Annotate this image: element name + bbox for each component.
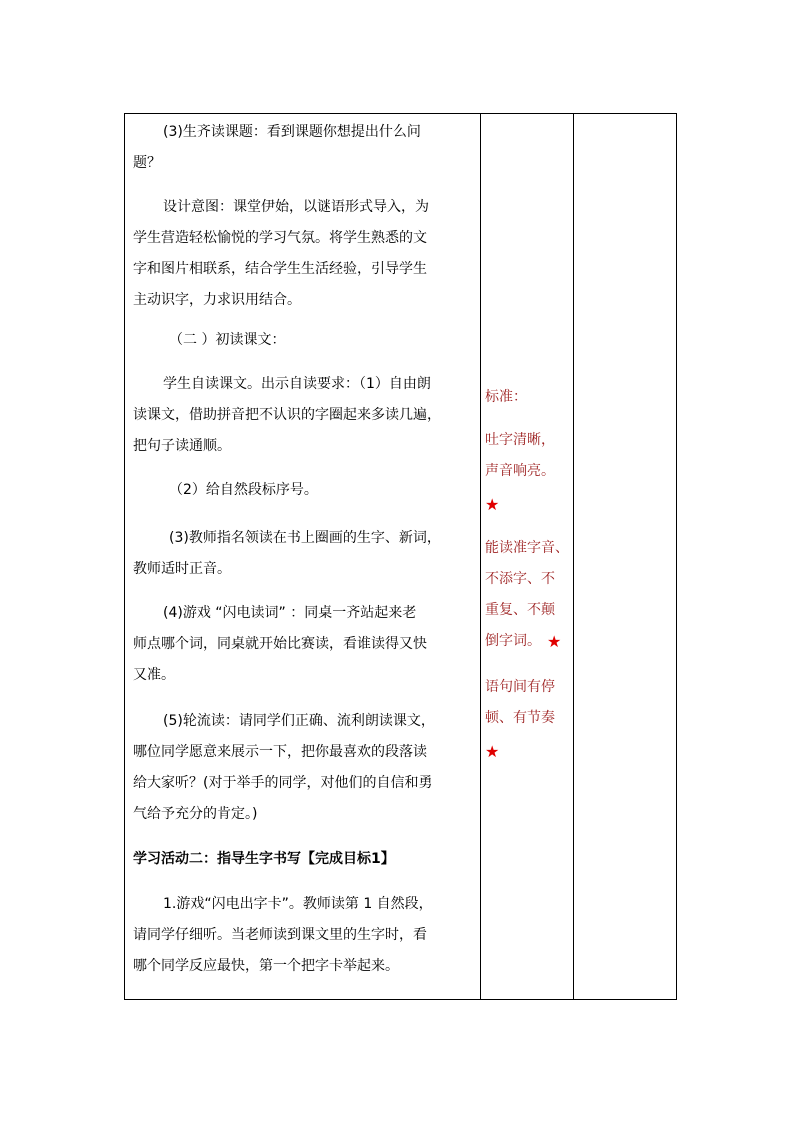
criteria-label: 标准：	[485, 389, 527, 405]
criteria-line: 重复、不颠	[485, 602, 555, 618]
activity-heading: 学习活动二：指导生字书写【完成目标1】	[133, 851, 395, 867]
criteria-line: 语句间有停	[485, 679, 555, 695]
text-line: 把句子读通顺。	[133, 438, 231, 454]
column-divider-1	[480, 114, 481, 999]
text-line: 师点哪个词，同桌就开始比赛读，看谁读得又快	[133, 636, 427, 652]
text-line: 字和图片相联系，结合学生生活经验，引导学生	[133, 261, 427, 277]
section-heading: （二 ）初读课文：	[169, 332, 286, 348]
text-line: 主动识字，力求识用结合。	[133, 292, 301, 308]
text-line: 请同学仔细听。当老师读到课文里的生字时，看	[133, 927, 427, 943]
text-line: (5)轮流读：请同学们正确、流利朗读课文，	[163, 713, 435, 729]
text-line: 题？	[133, 155, 161, 171]
star-icon: ★	[547, 632, 562, 651]
criteria-line: 顿、有节奏	[485, 710, 555, 726]
lesson-plan-table	[124, 113, 677, 1000]
text-line: 1.游戏“闪电出字卡”。教师读第 1 自然段，	[163, 896, 433, 912]
text-line: 教师适时正音。	[133, 561, 231, 577]
text-line: 设计意图：课堂伊始，以谜语形式导入，为	[163, 199, 429, 215]
criteria-line: 不添字、不	[485, 571, 555, 587]
star-icon: ★	[485, 495, 500, 514]
criteria-line: 能读准字音、	[485, 540, 569, 556]
text-line: (3)生齐读课题：看到课题你想提出什么问	[163, 124, 421, 140]
criteria-line: 吐字清晰，	[485, 432, 555, 448]
star-icon: ★	[485, 742, 500, 761]
criteria-line: 倒字词。	[485, 633, 541, 649]
text-line: (4)游戏 “闪电读词” ：同桌一齐站起来老	[163, 605, 417, 621]
text-line: 学生营造轻松愉悦的学习气氛。将学生熟悉的文	[133, 230, 427, 246]
text-line: 哪个同学反应最快，第一个把字卡举起来。	[133, 958, 399, 974]
text-line: 哪位同学愿意来展示一下，把你最喜欢的段落读	[133, 744, 427, 760]
text-line: 学生自读课文。出示自读要求：（1）自由朗	[163, 376, 431, 392]
text-line: （2）给自然段标序号。	[169, 482, 318, 498]
text-line: 气给予充分的肯定。)	[133, 806, 258, 822]
text-line: 给大家听？(对于举手的同学，对他们的自信和勇	[133, 775, 433, 791]
column-divider-2	[573, 114, 574, 999]
text-line: 读课文，借助拼音把不认识的字圈起来多读几遍，	[133, 407, 441, 423]
criteria-line: 声音响亮。	[485, 463, 555, 479]
text-line: (3)教师指名领读在书上圈画的生字、新词，	[169, 530, 441, 546]
text-line: 又准。	[133, 667, 175, 683]
